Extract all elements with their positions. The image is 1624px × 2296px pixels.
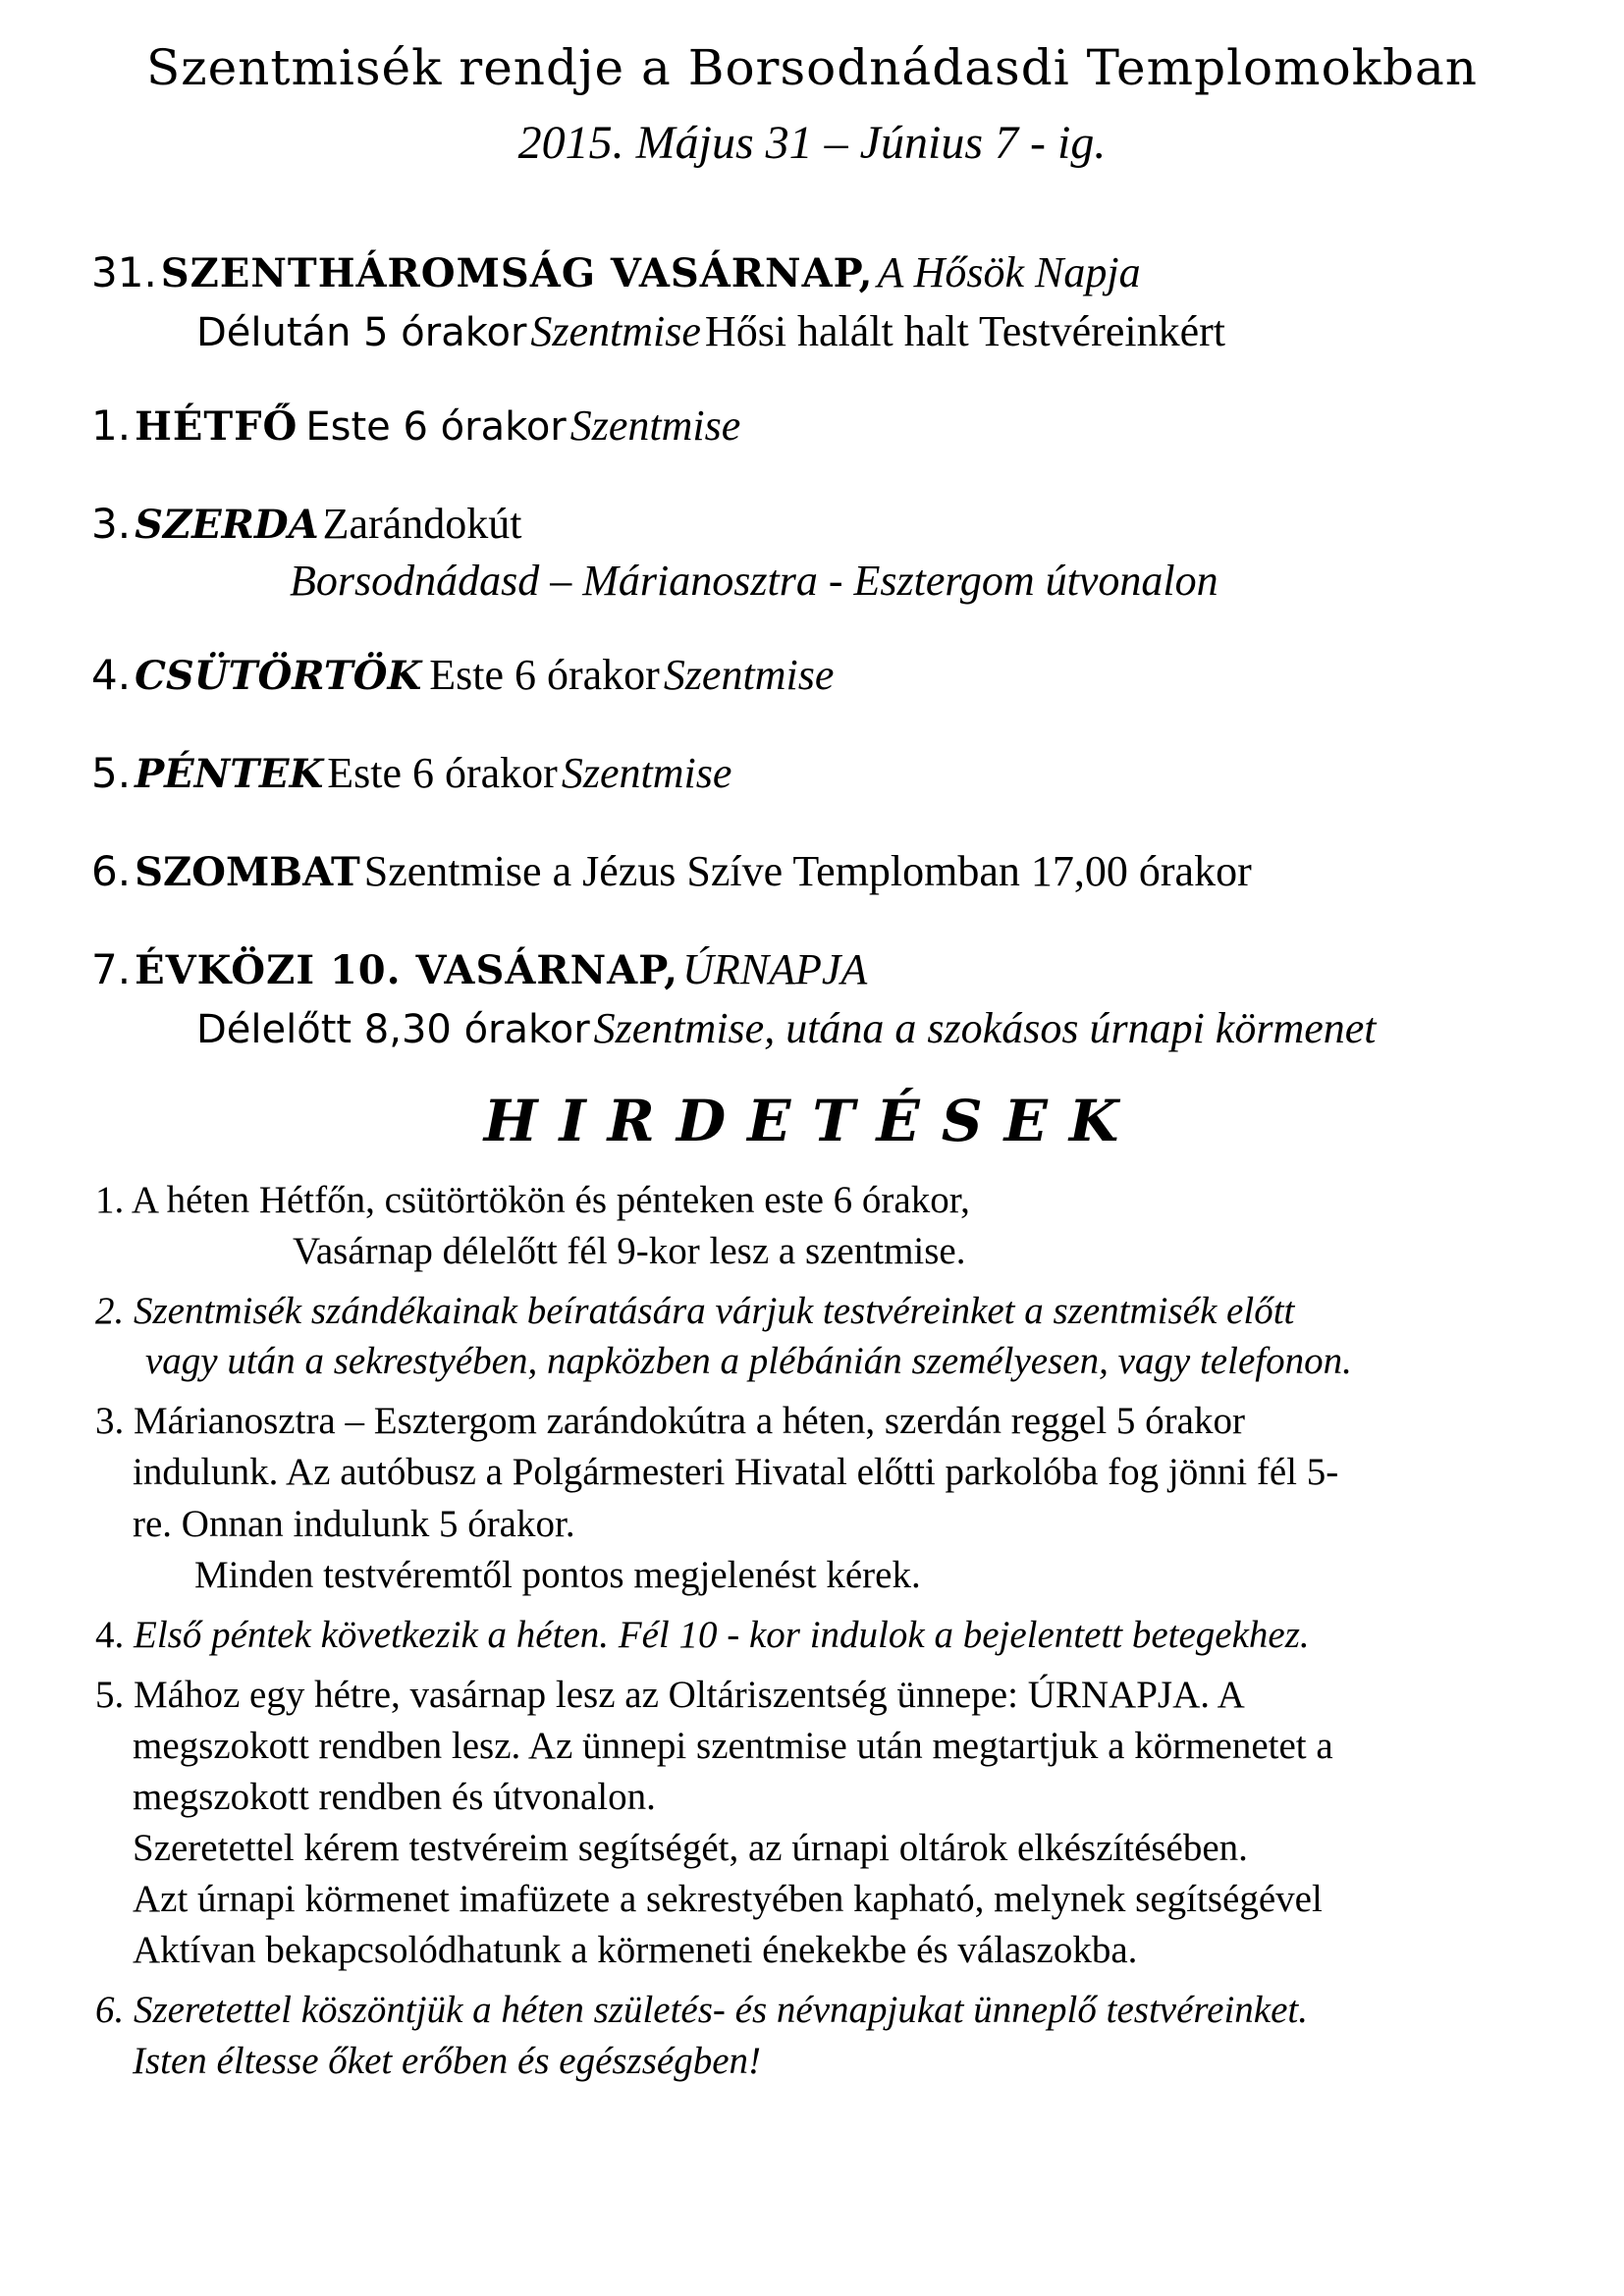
entry-mass: Szentmise [561, 749, 732, 797]
entry-time: Este 6 órakor [305, 404, 567, 450]
entry-number: 5. [91, 749, 132, 797]
entry-mass: Szentmise [663, 651, 835, 699]
announcement-text: Első péntek következik a héten. Fél 10 - kor indulok a bejelentett betegekhez. [134, 1614, 1310, 1656]
announcement-3-line-1: 3. Márianosztra – Esztergom zarándokútra a héten, szerdán reggel 5 órakor [95, 1400, 1245, 1442]
schedule-entry-3 [91, 499, 521, 549]
schedule-entry-7-detail [196, 1003, 1377, 1053]
announcement-1-line-2: Vasárnap délelőtt fél 9-kor lesz a szentmise. [293, 1230, 966, 1272]
entry-time: Délután 5 órakor [196, 310, 527, 355]
entry-number: 3. [91, 500, 132, 548]
entry-text: Zarándokút [322, 500, 522, 548]
entry-number: 1. [91, 401, 132, 450]
entry-day: SZERDA [135, 502, 319, 548]
entry-day: ÉVKÖZI 10. VASÁRNAP, [135, 947, 679, 993]
entry-number: 7. [91, 945, 132, 993]
announcement-5-line-3: megszokott rendben és útvonalon. [133, 1776, 656, 1818]
announcement-5-line-6: Aktívan bekapcsolódhatunk a körmeneti énekekbe és válaszokba. [133, 1929, 1138, 1971]
entry-day: CSÜTÖRTÖK [135, 653, 422, 699]
entry-extra: A Hősök Napja [877, 248, 1141, 296]
schedule-entry-31-detail [196, 306, 1225, 356]
entry-day: HÉTFŐ [135, 403, 298, 450]
announcement-6-line-1: 6. Szeretettel köszöntjük a héten születés- és névnapjukat ünneplő testvéreinket. [95, 1989, 1308, 2031]
entry-number: 4. [91, 651, 132, 699]
schedule-entry-7 [91, 944, 867, 994]
announcement-3-line-3: re. Onnan indulunk 5 órakor. [133, 1503, 575, 1545]
announcement-2-line-2: vagy után a sekrestyében, napközben a plébánián személyesen, vagy telefonon. [145, 1340, 1352, 1382]
entry-number: 6. [91, 847, 132, 895]
announcement-2-line-1: 2. Szentmisék szándékainak beíratására várjuk testvéreinket a szentmisék előtt [95, 1290, 1295, 1332]
entry-mass: Szentmise, utána a szokásos úrnapi körmenet [593, 1004, 1377, 1052]
entry-text: Szentmise a Jézus Szíve Templomban 17,00 órakor [363, 847, 1252, 895]
announcements-heading: HIRDETÉSEK [483, 1088, 1141, 1154]
entry-mass: Szentmise [530, 307, 701, 355]
announcement-5-line-4: Szeretettel kérem testvéreim segítségét, az úrnapi oltárok elkészítésében. [133, 1827, 1248, 1869]
announcement-number: 4. [95, 1614, 125, 1656]
entry-day: SZENTHÁROMSÁG VASÁRNAP, [160, 250, 874, 296]
entry-mass: Szentmise [569, 401, 741, 450]
schedule-entry-6 [91, 846, 1252, 896]
schedule-entry-4 [91, 650, 834, 700]
announcement-3-line-2: indulunk. Az autóbusz a Polgármesteri Hivatal előtti parkolóba fog jönni fél 5- [133, 1451, 1339, 1493]
document-title: Szentmisék rendje a Borsodnádasdi Templomokban [145, 39, 1478, 96]
announcement-1-line-1: 1. A héten Hétfőn, csütörtökön és pénteken este 6 órakor, [95, 1179, 970, 1221]
schedule-entry-31 [91, 247, 1141, 297]
entry-number: 31. [91, 248, 157, 296]
entry-time: Este 6 órakor [429, 651, 660, 699]
entry-time: Délelőtt 8,30 órakor [196, 1007, 590, 1052]
schedule-entry-3-detail [290, 556, 1218, 606]
entry-note: Hősi halált halt Testvéreinkért [704, 307, 1225, 355]
announcement-4 [95, 1613, 1310, 1657]
entry-extra: ÚRNAPJA [682, 945, 868, 993]
entry-day: PÉNTEK [135, 751, 324, 797]
announcement-5-line-1: 5. Mához egy hétre, vasárnap lesz az Oltáriszentség ünnepe: ÚRNAPJA. A [95, 1674, 1245, 1716]
date-range: 2015. Május 31 – Június 7 - ig. [517, 117, 1107, 169]
announcement-5-line-5: Azt úrnapi körmenet imafüzete a sekrestyében kapható, melynek segítségével [133, 1878, 1323, 1920]
entry-day: SZOMBAT [135, 849, 360, 895]
announcement-5-line-2: megszokott rendben lesz. Az ünnepi szentmise után megtartjuk a körmenetet a [133, 1725, 1333, 1767]
schedule-entry-5 [91, 748, 731, 798]
entry-route: Borsodnádasd – Márianosztra - Esztergom útvonalon [290, 557, 1218, 605]
announcement-3-line-4: Minden testvéremtől pontos megjelenést kérek. [194, 1554, 921, 1596]
entry-time: Este 6 órakor [327, 749, 558, 797]
announcement-6-line-2: Isten éltesse őket erőben és egészségben! [133, 2040, 762, 2082]
schedule-entry-1 [91, 400, 740, 451]
